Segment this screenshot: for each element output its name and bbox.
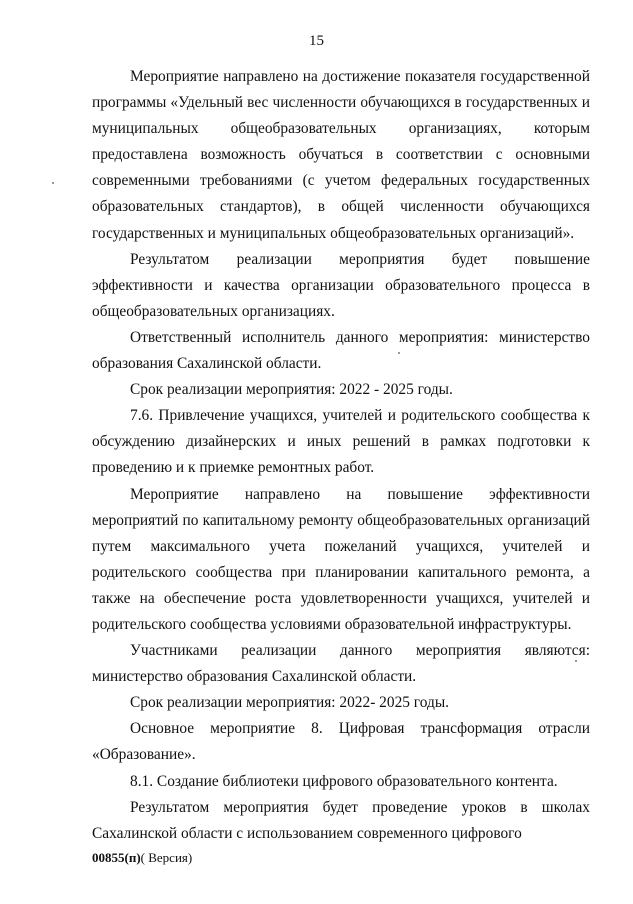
scan-artifact	[52, 182, 54, 184]
paragraph: 7.6. Привлечение учащихся, учителей и родительского сообщества к обсуждению дизайнерских и иных решений в рамках подготовки к проведению и к приемке ремонтных работ.	[92, 407, 590, 477]
document-version: ( Версия)	[140, 850, 193, 865]
paragraph: Мероприятие направлено на повышение эффективности мероприятий по капитальному ремонту общеобразовательных организаций путем максимального учета пожеланий учащихся, учителей и родительского сообщества при планировании капитального ремонта, а также на обеспечение роста удовлетворенности учащихся, учителей и родительского сообщества условиями образовательной инфраструктуры.	[92, 485, 590, 633]
paragraph: Результатом мероприятия будет проведение уроков в школах Сахалинской области с использованием современного цифрового	[92, 798, 590, 842]
paragraph: Результатом реализации мероприятия будет повышение эффективности и качества организации образовательного процесса в общеобразовательных организациях.	[92, 250, 590, 320]
paragraph: Основное мероприятие 8. Цифровая трансформация отрасли «Образование».	[92, 720, 590, 764]
page-number: 15	[309, 33, 324, 49]
paragraph: Срок реализации мероприятия: 2022 - 2025 годы.	[130, 381, 453, 399]
paragraph: Ответственный исполнитель данного мероприятия: министерство образования Сахалинской области.	[92, 328, 590, 373]
paragraph: Участниками реализации данного мероприятия являются: министерство образования Сахалинской области.	[92, 642, 590, 686]
paragraph: 8.1. Создание библиотеки цифрового образовательного контента.	[130, 772, 558, 790]
scan-artifact	[398, 352, 400, 354]
paragraph: Мероприятие направлено на достижение показателя государственной программы «Удельный вес численности обучающихся в государственных и муниципальных общеобразовательных организациях, которым предоставлена возможность обучаться в соответствии с основными современными требованиями (с учетом федеральных государственных образовательных стандартов), в общей численности обучающихся государственных и муниципальных общеобразовательных организаций».	[92, 68, 590, 242]
document-body	[92, 64, 590, 847]
document-code: 00855(п)	[92, 850, 141, 865]
scan-artifact	[575, 660, 577, 662]
document-footer	[92, 850, 192, 866]
paragraph: Срок реализации мероприятия: 2022- 2025 годы.	[130, 694, 450, 712]
